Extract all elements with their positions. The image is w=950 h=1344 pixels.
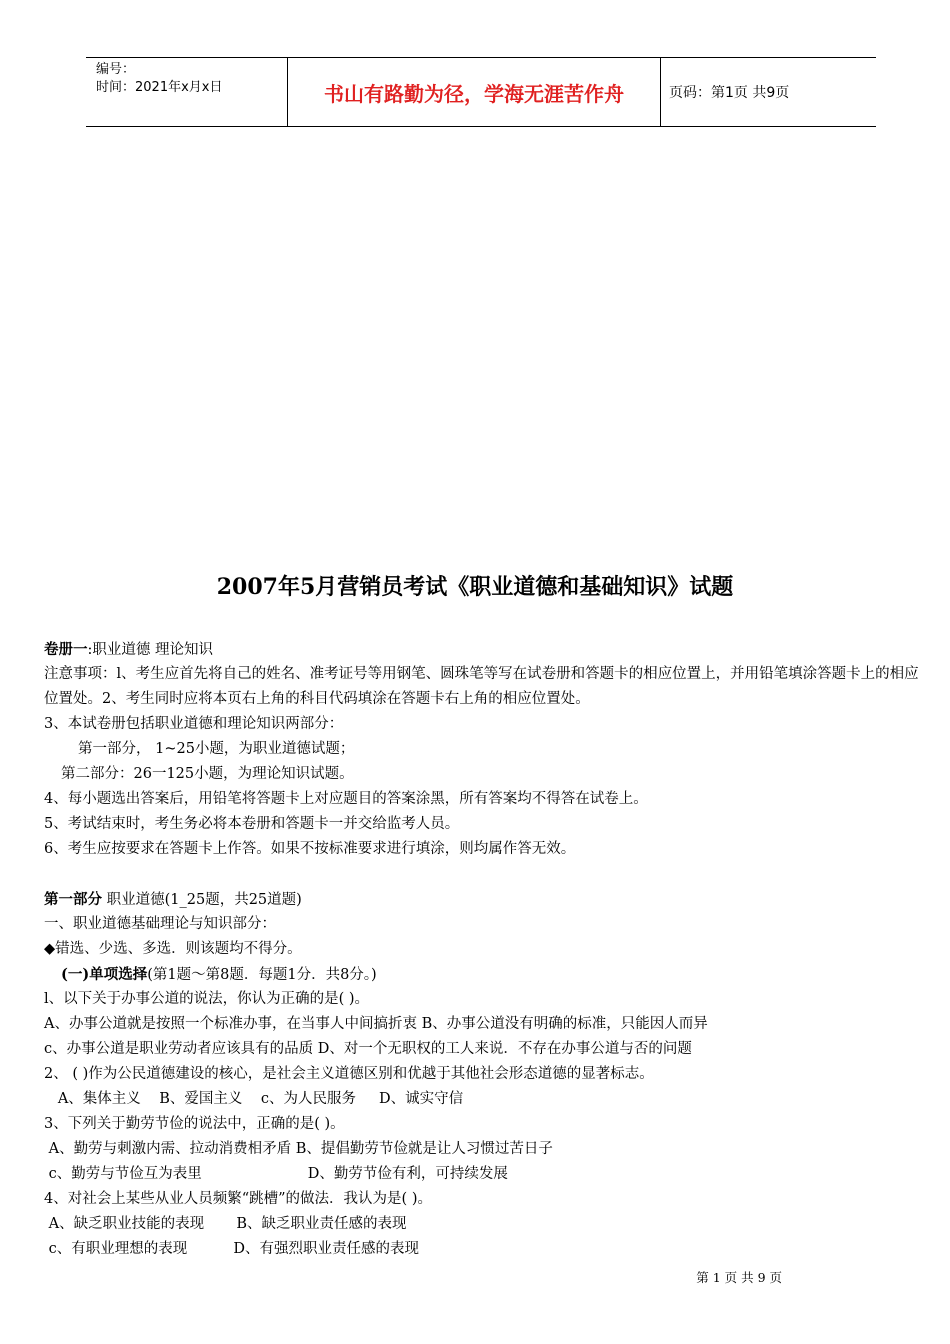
question-line: c、办事公道是职业劳动者应该具有的品质 D、对一个无职权的工人来说．不存在办事公道与否的问题: [44, 1041, 692, 1057]
question-line: 4、对社会上某些从业人员频繁“跳槽”的做法．我认为是( )。: [44, 1191, 432, 1207]
header-motto: 书山有路勤为径，学海无涯苦作舟: [288, 58, 661, 126]
header-page-label: 页码：第1页 共9页: [669, 85, 790, 101]
spacer: [44, 862, 924, 887]
question-line: 3、下列关于勤劳节俭的说法中，正确的是( )。: [44, 1116, 345, 1132]
question-line: 2、 ( )作为公民道德建设的核心，是社会主义道德区别和优越于其他社会形态道德的显著标志。: [44, 1066, 654, 1082]
note-6: 6、考生应按要求在答题卡上作答。如果不按标准要求进行填涂，则均属作答无效。: [44, 841, 576, 857]
note-part2: 第二部分：26一125小题，为理论知识试题。: [61, 766, 354, 782]
question-line: A、缺乏职业技能的表现 B、缺乏职业责任感的表现: [44, 1216, 407, 1232]
section1-sub: 一、职业道德基础理论与知识部分：: [44, 916, 276, 932]
document-body: [44, 637, 924, 1262]
volume-line: [44, 637, 924, 662]
question-line: A、集体主义 B、爱国主义 c、为人民服务 D、诚实守信: [44, 1091, 464, 1107]
question-line: A、勤劳与刺激内需、拉动消费相矛盾 B、提倡勤劳节俭就是让人习惯过苦日子: [44, 1141, 553, 1157]
choice-label: (一)单项选择: [61, 966, 148, 983]
question-line: A、办事公道就是按照一个标准办事，在当事人中间搞折衷 B、办事公道没有明确的标准，只能因人而异: [44, 1016, 708, 1032]
time-label: 时间：2021年x月x日: [96, 80, 223, 95]
note-3: 3、本试卷册包括职业道德和理论知识两部分：: [44, 716, 344, 732]
document-title: 2007年5月营销员考试《职业道德和基础知识》试题: [216, 574, 734, 600]
choice-text: (第1题～第8题．每题1分．共8分。): [147, 967, 377, 983]
number-label: 编号：: [96, 62, 136, 77]
section1-label: 第一部分: [44, 891, 102, 908]
choice-heading: [44, 962, 924, 987]
section1-heading: [44, 887, 924, 912]
notes-intro: 注意事项：l、考生应首先将自己的姓名、准考证号等用钢笔、圆珠笔等写在试卷册和答题卡的相应位置上，并用铅笔填涂答题卡上的相应位置处。2、考生同时应将本页右上角的科目代码填涂在答题卡右上角的相应位置处。: [44, 666, 919, 707]
header-meta: [86, 58, 288, 126]
note-5: 5、考试结束时，考生务必将本卷册和答题卡一并交给监考人员。: [44, 816, 460, 832]
question-line: l、以下关于办事公道的说法，你认为正确的是( )。: [44, 991, 370, 1007]
note-4: 4、每小题选出答案后，用铅笔将答题卡上对应题目的答案涂黑，所有答案均不得答在试卷上。: [44, 791, 648, 807]
section1-rule: ◆错选、少选、多选．则该题均不得分。: [44, 941, 302, 957]
volume-text: :职业道德 理论知识: [87, 642, 213, 658]
section1-text: 职业道德(1_25题，共25道题): [102, 892, 302, 908]
volume-label: 卷册一: [44, 641, 88, 658]
question-line: c、有职业理想的表现 D、有强烈职业责任感的表现: [44, 1241, 419, 1257]
page-footer: 第 1 页 共 9 页: [696, 1270, 782, 1285]
header-table: [86, 57, 876, 127]
question-line: c、勤劳与节俭互为表里 D、勤劳节俭有利，可持续发展: [44, 1166, 508, 1182]
note-part1: 第一部分， 1~25小题，为职业道德试题；: [78, 741, 355, 757]
